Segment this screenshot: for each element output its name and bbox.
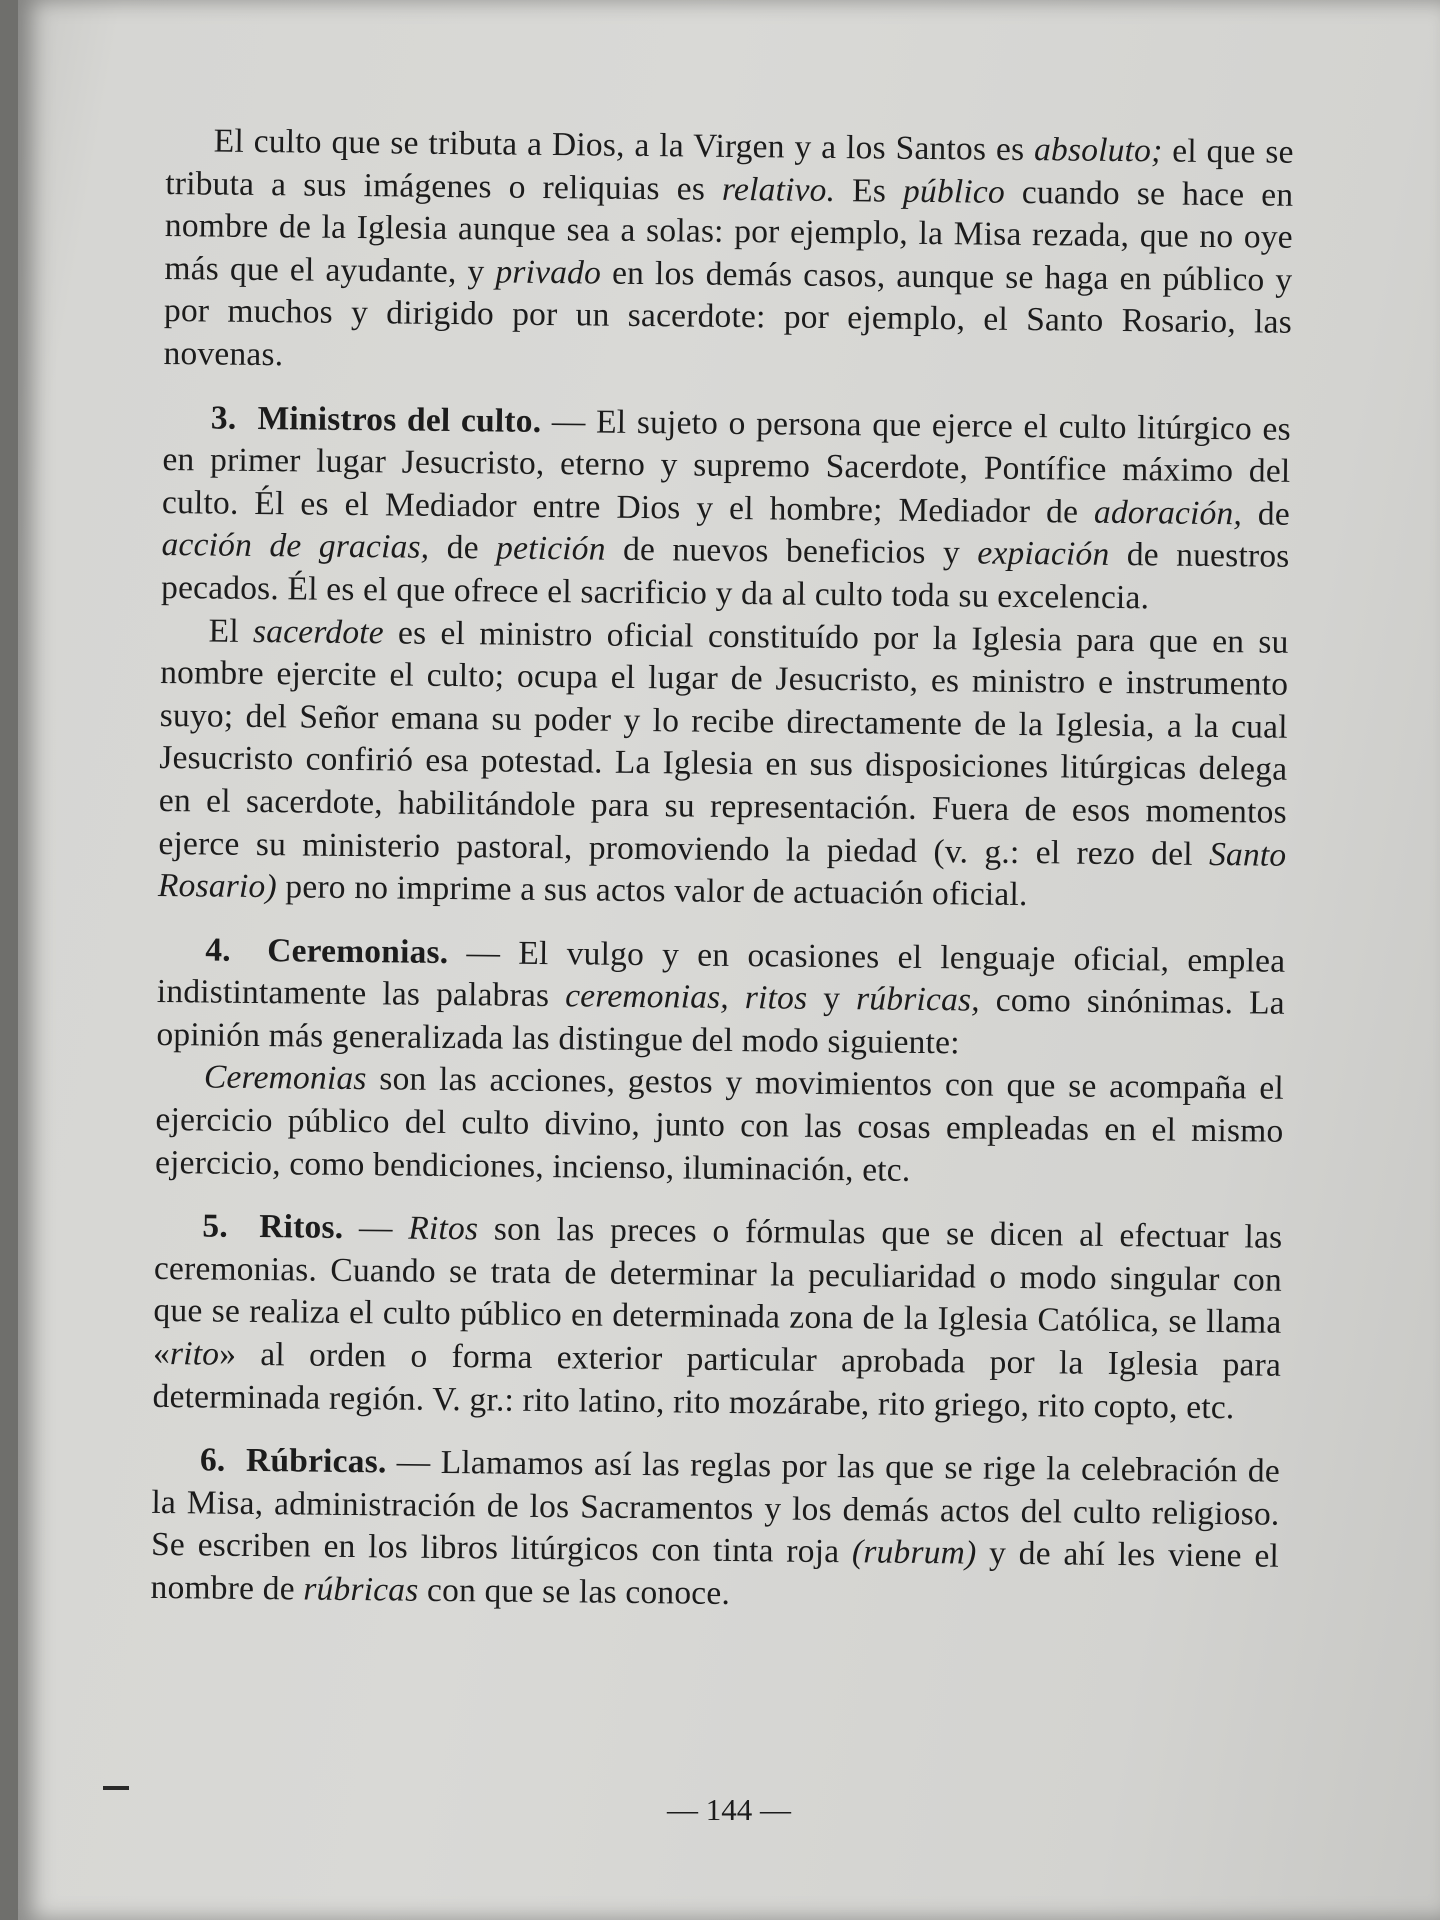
paragraph-culto-tipos: El culto que se tributa a Dios, a la Virgen y a los Santos es absoluto; el que se tributa a sus imágenes o reliquias es relativo. Es público cuando se hace en nombre de la Iglesia aunque sea a solas: por ejemplo, la Misa rezada, que no oye más que el ayudante, y privado en los demás casos, aunque se haga en público y por muchos y dirigido por un sacerdote: por ejemplo, el Santo Rosario, las novenas. — [163, 122, 1294, 374]
page-number: — 144 — — [667, 1792, 791, 1827]
section-heading: Ritos. — [259, 1208, 344, 1247]
section-number: 6. — [199, 1441, 226, 1479]
section-heading: Ministros del culto. — [257, 399, 542, 440]
section-5-ritos: 5. Ritos. — Ritos son las preces o fórmulas que se dicen al efectuar las ceremonias. Cuando se trata de determinar la peculiaridad o modo singular con que se realiza el culto público en determinada zona de la Iglesia Católica, se llama «rito» al orden o forma exterior particular aprobada por la Iglesia para determinada región. V. gr.: rito latino, rito mozárabe, rito griego, rito copto, etc. — [152, 1207, 1283, 1426]
paragraph-ceremonias-def: Ceremonias son las acciones, gestos y movimientos con que se acompaña el ejercicio público del culto divino, junto con las cosas empleadas en el mismo ejercicio, como bendiciones, incienso, iluminación, etc. — [154, 1058, 1285, 1189]
section-number: 4. — [205, 931, 232, 969]
page-body — [150, 120, 1294, 1621]
section-4-ceremonias: 4. Ceremonias. — El vulgo y en ocasiones el lenguaje oficial, emplea indistintamente las palabras ceremonias, ritos y rúbricas, como sinónimas. La opinión más generalizada las distingue del modo siguiente: — [156, 931, 1286, 1062]
paragraph-sacerdote: El sacerdote es el ministro oficial constituído por la Iglesia para que en su nombre ejercite el culto; ocupa el lugar de Jesucristo, es ministro e instrumento suyo; del Señor emana su poder y lo recibe directamente de la Iglesia, a la cual Jesucristo confirió esa potestad. La Iglesia en sus disposiciones litúrgicas delega en el sacerdote, habilitándole para su representación. Fuera de esos momentos ejerce su ministerio pastoral, promoviendo la piedad (v. g.: el rezo del Santo Rosario) pero no imprime a sus actos valor de actuación oficial. — [157, 612, 1289, 914]
section-heading: Rúbricas. — [245, 1442, 387, 1481]
section-6-rubricas: 6. Rúbricas. — Llamamos así las reglas por las que se rige la celebración de la Misa, administración de los Sacramentos y los demás actos del culto religioso. Se escriben en los libros litúrgicos con tinta roja (rubrum) y de ahí les viene el nombre de rúbricas con que se las conoce. — [150, 1441, 1281, 1612]
margin-mark — [103, 1786, 129, 1790]
section-number: 5. — [202, 1207, 229, 1245]
book-page — [18, 0, 1440, 1920]
section-3-ministros: 3. Ministros del culto. — El sujeto o persona que ejerce el culto litúrgico es en primer lugar Jesucristo, eterno y supremo Sacerdote, Pontífice máximo del culto. Él es el Mediador entre Dios y el hombre; Mediador de adoración, de acción de gracias, de petición de nuevos beneficios y expiación de nuestros pecados. Él es el que ofrece el sacrificio y da al culto toda su excelencia. — [160, 399, 1292, 617]
section-number: 3. — [210, 399, 237, 437]
section-heading: Ceremonias. — [266, 931, 449, 971]
